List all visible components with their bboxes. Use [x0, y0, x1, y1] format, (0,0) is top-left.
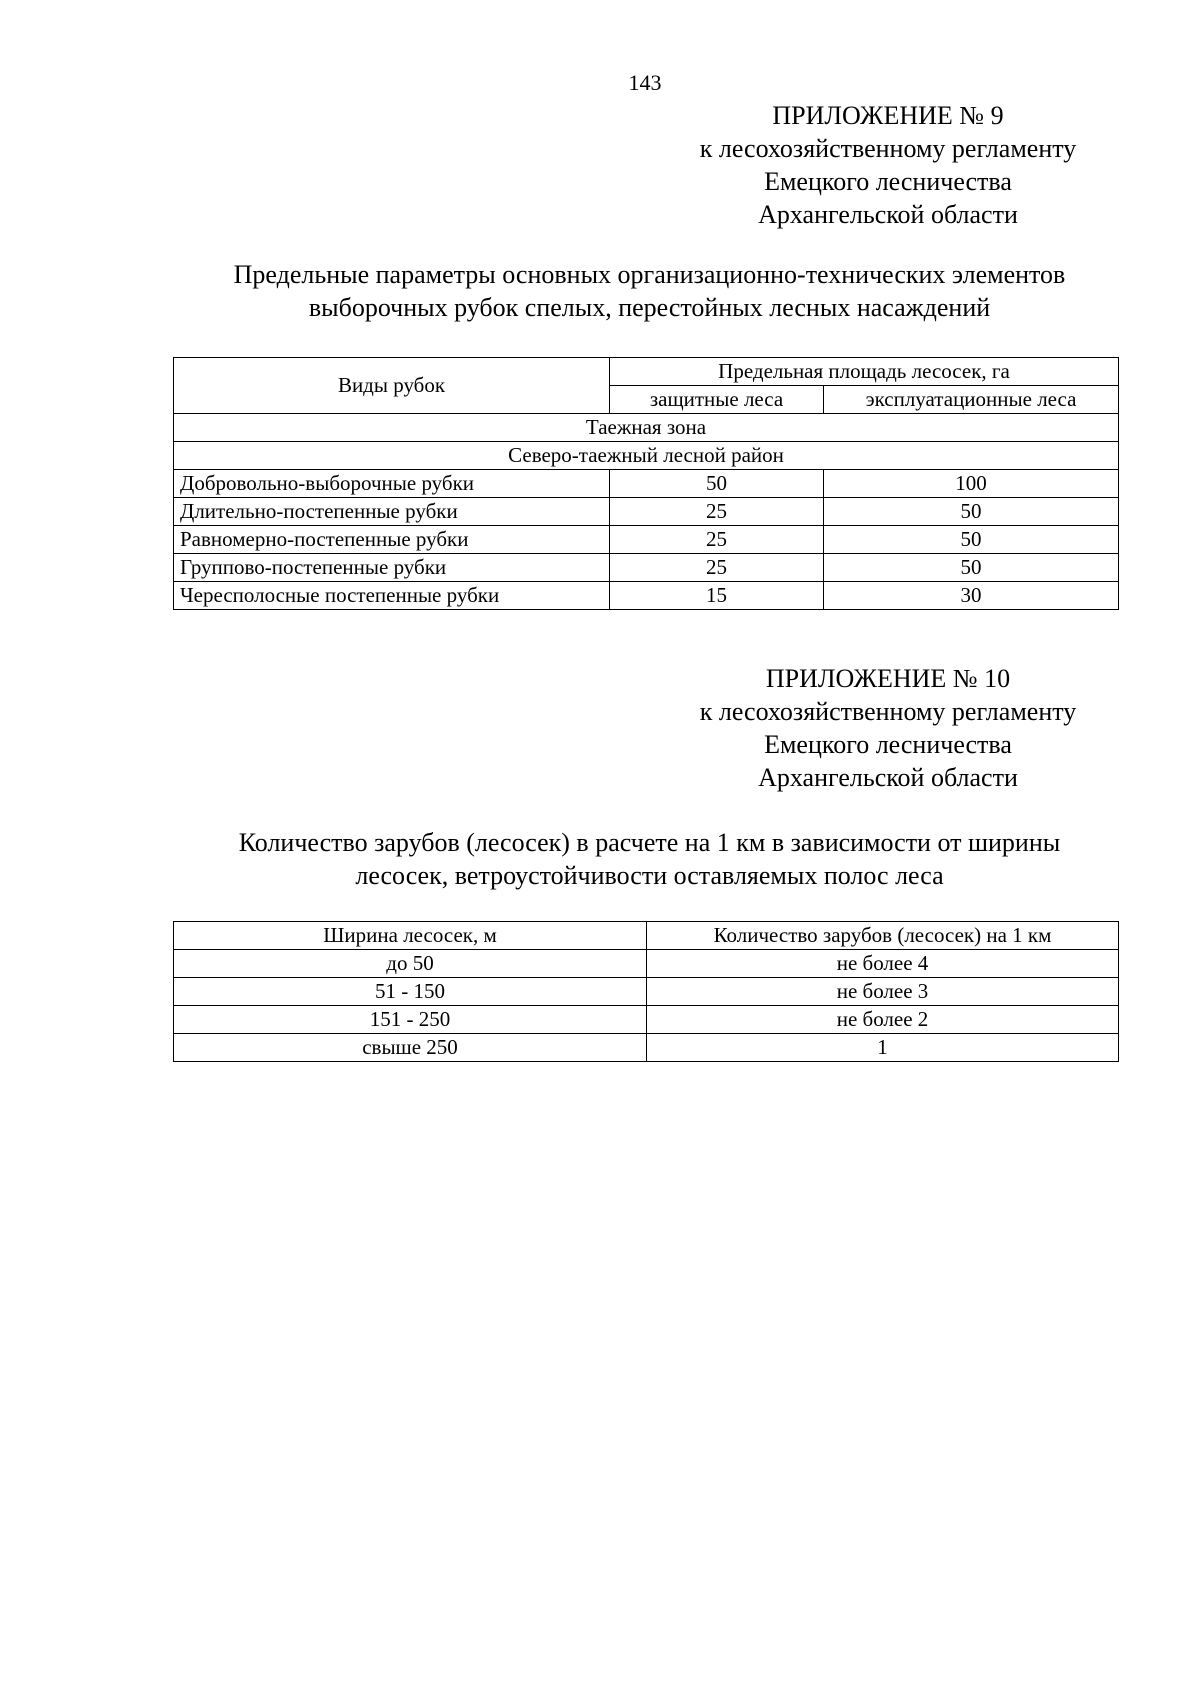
- appendix-10-header: [668, 662, 1108, 794]
- width-cell: 51 - 150: [174, 978, 647, 1006]
- protective-value-cell: 25: [610, 554, 824, 582]
- header-cutting-width: Ширина лесосек, м: [174, 922, 647, 950]
- cuts-per-km-table: [173, 921, 1119, 1062]
- table-row: [174, 1006, 1119, 1034]
- count-cell: не более 3: [647, 978, 1119, 1006]
- table-row: [174, 470, 1119, 498]
- appendix-line: Архангельской области: [758, 200, 1018, 229]
- district-row: Северо-таежный лесной район: [174, 442, 1119, 470]
- count-cell: не более 2: [647, 1006, 1119, 1034]
- appendix-line: Емецкого лесничества: [764, 730, 1012, 759]
- table-row: [174, 526, 1119, 554]
- felling-type-cell: Длительно-постепенные рубки: [174, 498, 610, 526]
- felling-type-cell: Группово-постепенные рубки: [174, 554, 610, 582]
- header-felling-type: Виды рубок: [174, 358, 610, 414]
- table-row: [174, 1034, 1119, 1062]
- header-protective-forests: защитные леса: [610, 386, 824, 414]
- table-row: [174, 950, 1119, 978]
- appendix-heading: ПРИЛОЖЕНИЕ № 9: [772, 101, 1004, 130]
- header-cuts-count: Количество зарубов (лесосек) на 1 км: [647, 922, 1119, 950]
- felling-type-cell: Добровольно-выборочные рубки: [174, 470, 610, 498]
- table-10-title: [172, 826, 1127, 892]
- table-9-title: [172, 258, 1127, 324]
- felling-parameters-table: [173, 357, 1119, 610]
- appendix-line: Архангельской области: [758, 763, 1018, 792]
- protective-value-cell: 25: [610, 526, 824, 554]
- exploitation-value-cell: 100: [824, 470, 1119, 498]
- exploitation-value-cell: 30: [824, 582, 1119, 610]
- header-area-limit: Предельная площадь лесосек, га: [610, 358, 1119, 386]
- appendix-line: к лесохозяйственному регламенту: [699, 134, 1077, 163]
- felling-type-cell: Чересполосные постепенные рубки: [174, 582, 610, 610]
- exploitation-value-cell: 50: [824, 554, 1119, 582]
- appendix-line: Емецкого лесничества: [764, 167, 1012, 196]
- count-cell: не более 4: [647, 950, 1119, 978]
- table-row: [174, 498, 1119, 526]
- table-row: [174, 978, 1119, 1006]
- title-line: лесосек, ветроустойчивости оставляемых полос леса: [355, 861, 944, 890]
- title-line: Предельные параметры основных организационно-технических элементов: [233, 260, 1066, 289]
- count-cell: 1: [647, 1034, 1119, 1062]
- table-row: [174, 554, 1119, 582]
- appendix-line: к лесохозяйственному регламенту: [699, 697, 1077, 726]
- page-number: 143: [628, 70, 662, 95]
- title-line: выборочных рубок спелых, перестойных лесных насаждений: [308, 293, 991, 322]
- felling-type-cell: Равномерно-постепенные рубки: [174, 526, 610, 554]
- protective-value-cell: 15: [610, 582, 824, 610]
- header-exploitation-forests: эксплуатационные леса: [824, 386, 1119, 414]
- appendix-heading: ПРИЛОЖЕНИЕ № 10: [765, 664, 1011, 693]
- table-row: [174, 582, 1119, 610]
- exploitation-value-cell: 50: [824, 498, 1119, 526]
- exploitation-value-cell: 50: [824, 526, 1119, 554]
- appendix-9-header: [668, 99, 1108, 231]
- width-cell: 151 - 250: [174, 1006, 647, 1034]
- width-cell: до 50: [174, 950, 647, 978]
- width-cell: свыше 250: [174, 1034, 647, 1062]
- protective-value-cell: 25: [610, 498, 824, 526]
- protective-value-cell: 50: [610, 470, 824, 498]
- zone-row: Таежная зона: [174, 414, 1119, 442]
- title-line: Количество зарубов (лесосек) в расчете на 1 км в зависимости от ширины: [238, 828, 1061, 857]
